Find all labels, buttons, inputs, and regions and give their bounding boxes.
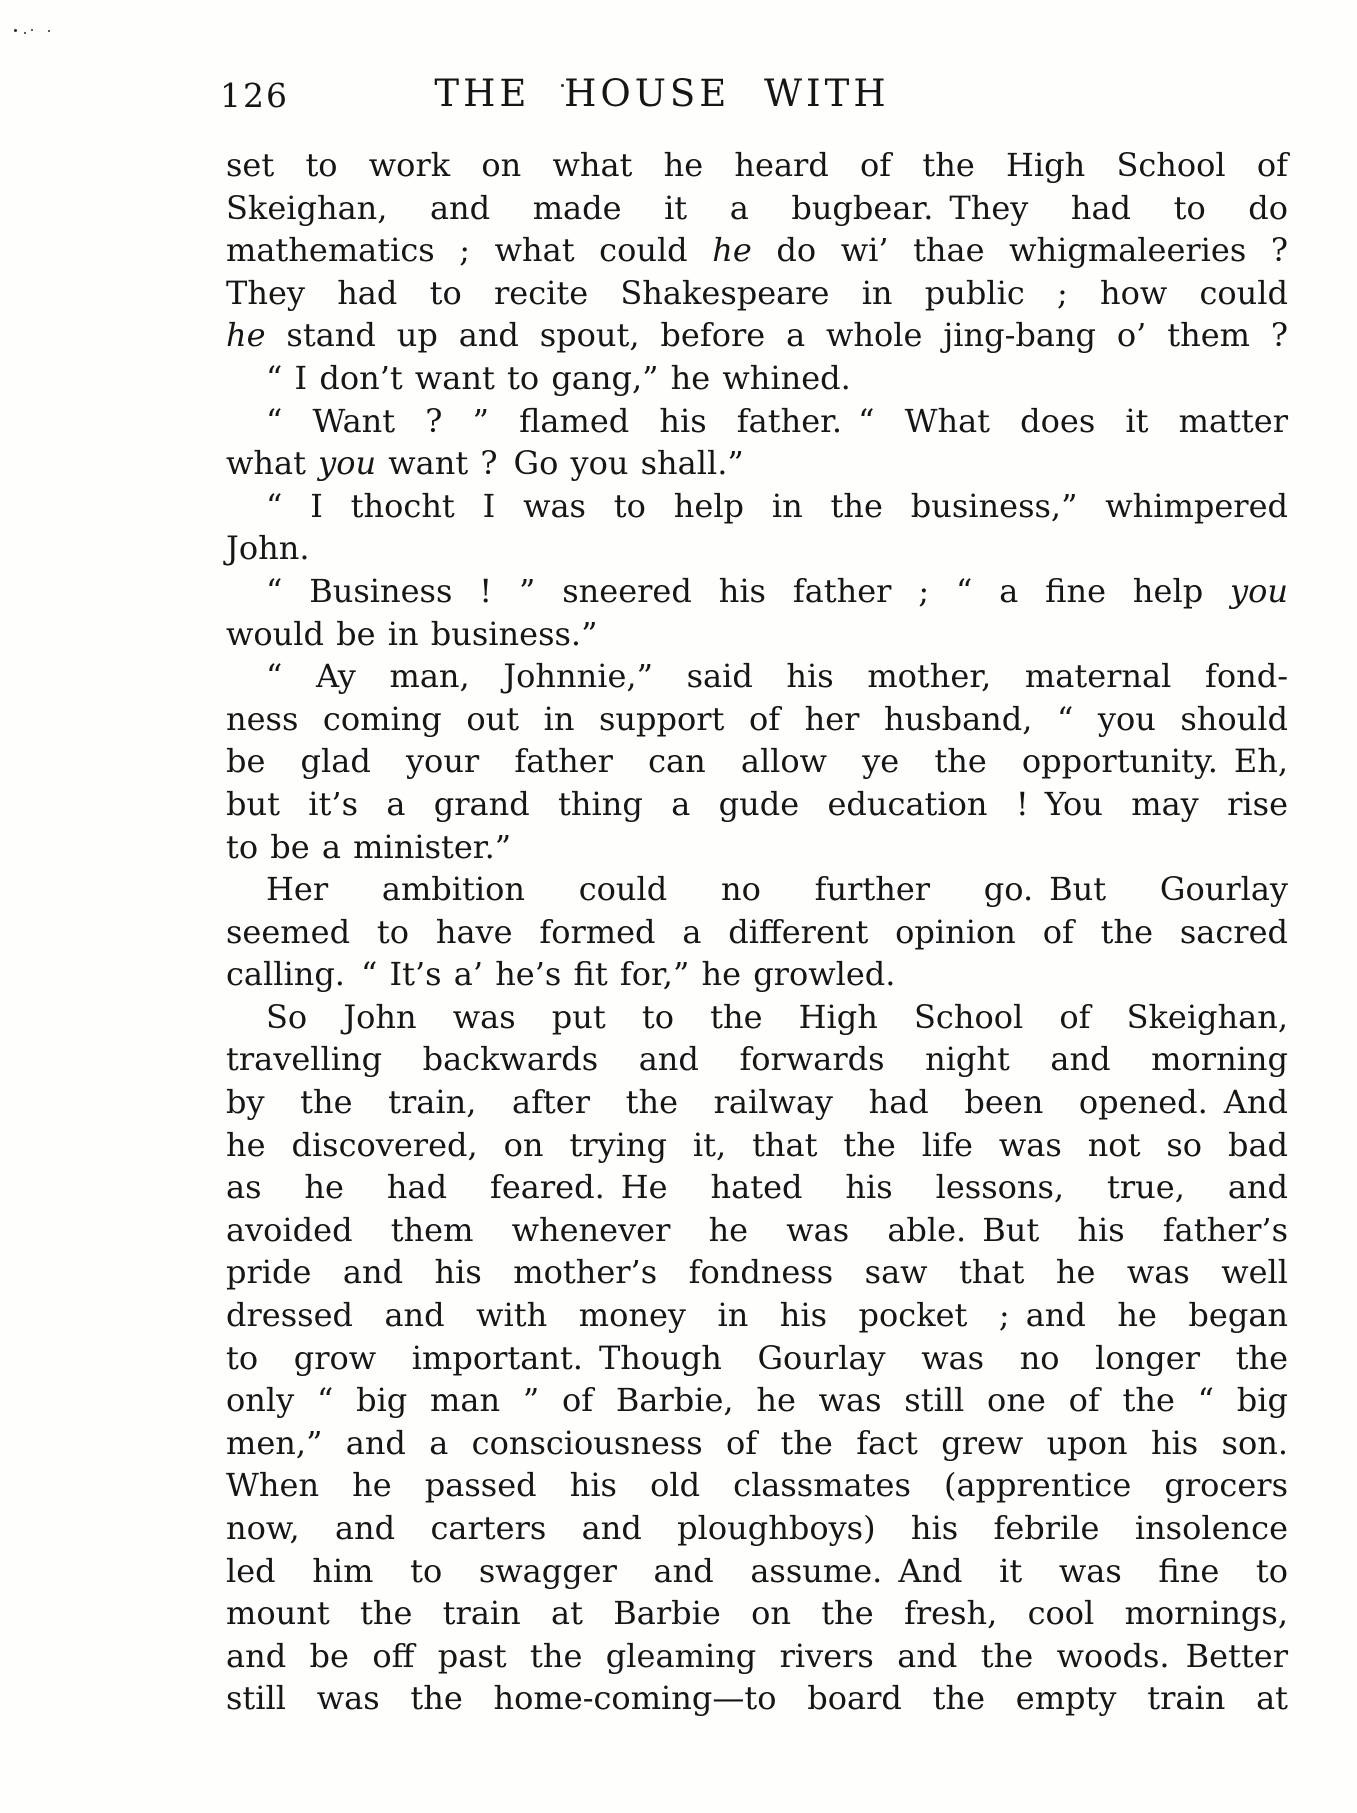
text-line: as he had feared. He hated his lessons, true, and (226, 1168, 1288, 1207)
text-line: set to work on what he heard of the High School of (226, 146, 1288, 184)
text-line: would be in business.” (226, 614, 598, 653)
text-line: men,” and a consciousness of the fact grew upon his son. (226, 1423, 1288, 1462)
scan-artifact (31, 29, 33, 31)
running-title: THE HOUSE WITH (434, 72, 890, 115)
text-line: “ Business ! ” sneered his father ; “ a fine help you (266, 571, 1288, 610)
text-line: dressed and with money in his pocket ; and he began (226, 1296, 1288, 1335)
scan-artifact (14, 29, 17, 32)
scan-artifact (24, 32, 26, 34)
text-line: to grow important. Though Gourlay was no longer the (226, 1338, 1288, 1377)
text-line: They had to recite Shakespeare in public ; how could (226, 273, 1288, 312)
text-line: “ I don’t want to gang,” he whined. (266, 358, 851, 397)
text-line: only “ big man ” of Barbie, he was still one of the “ big (226, 1381, 1288, 1420)
text-line: pride and his mother’s fondness saw that he was well (226, 1253, 1288, 1292)
text-line: what you want ? Go you shall.” (226, 444, 744, 483)
text-line: now, and carters and ploughboys) his febrile insolence (226, 1509, 1288, 1547)
text-line: but it’s a grand thing a gude education ! You may rise (226, 784, 1288, 823)
text-line: by the train, after the railway had been opened. And (226, 1083, 1288, 1122)
text-line: “ Want ? ” flamed his father. “ What does it matter (266, 401, 1288, 440)
text-line: ness coming out in support of her husband, “ you should (226, 699, 1288, 738)
text-line: and be off past the gleaming rivers and the woods. Better (226, 1636, 1288, 1675)
page-text (226, 144, 1288, 1720)
scan-artifact (48, 30, 50, 32)
text-line: “ I thocht I was to help in the business,” whimpered (266, 486, 1288, 525)
text-line: travelling backwards and forwards night and morning (226, 1040, 1288, 1079)
text-line: So John was put to the High School of Skeighan, (266, 997, 1288, 1036)
page-header (220, 72, 1288, 120)
text-line: he stand up and spout, before a whole jing-bang o’ them ? (226, 316, 1288, 355)
text-line: to be a minister.” (226, 827, 512, 866)
text-line: be glad your father can allow ye the opportunity. Eh, (226, 742, 1288, 781)
text-line: seemed to have formed a different opinion of the sacred (226, 912, 1288, 951)
text-line: Skeighan, and made it a bugbear. They had to do (226, 188, 1288, 227)
text-line: John. (226, 529, 310, 568)
text-line: “ Ay man, Johnnie,” said his mother, maternal fond- (266, 657, 1288, 696)
text-line: led him to swagger and assume. And it was fine to (226, 1551, 1288, 1590)
page-number: 126 (220, 76, 289, 115)
text-line: calling. “ It’s a’ he’s fit for,” he growled. (226, 955, 896, 994)
text-line: mount the train at Barbie on the fresh, cool mornings, (226, 1594, 1288, 1633)
text-line: When he passed his old classmates (apprentice grocers (226, 1466, 1288, 1505)
text-line: Her ambition could no further go. But Gourlay (266, 870, 1288, 909)
text-line: he discovered, on trying it, that the life was not so bad (226, 1125, 1288, 1164)
text-line: still was the home-coming—to board the empty train at (226, 1679, 1288, 1718)
text-line: mathematics ; what could he do wi’ thae whigmaleeries ? (226, 231, 1288, 270)
text-line: avoided them whenever he was able. But his father’s (226, 1210, 1288, 1249)
